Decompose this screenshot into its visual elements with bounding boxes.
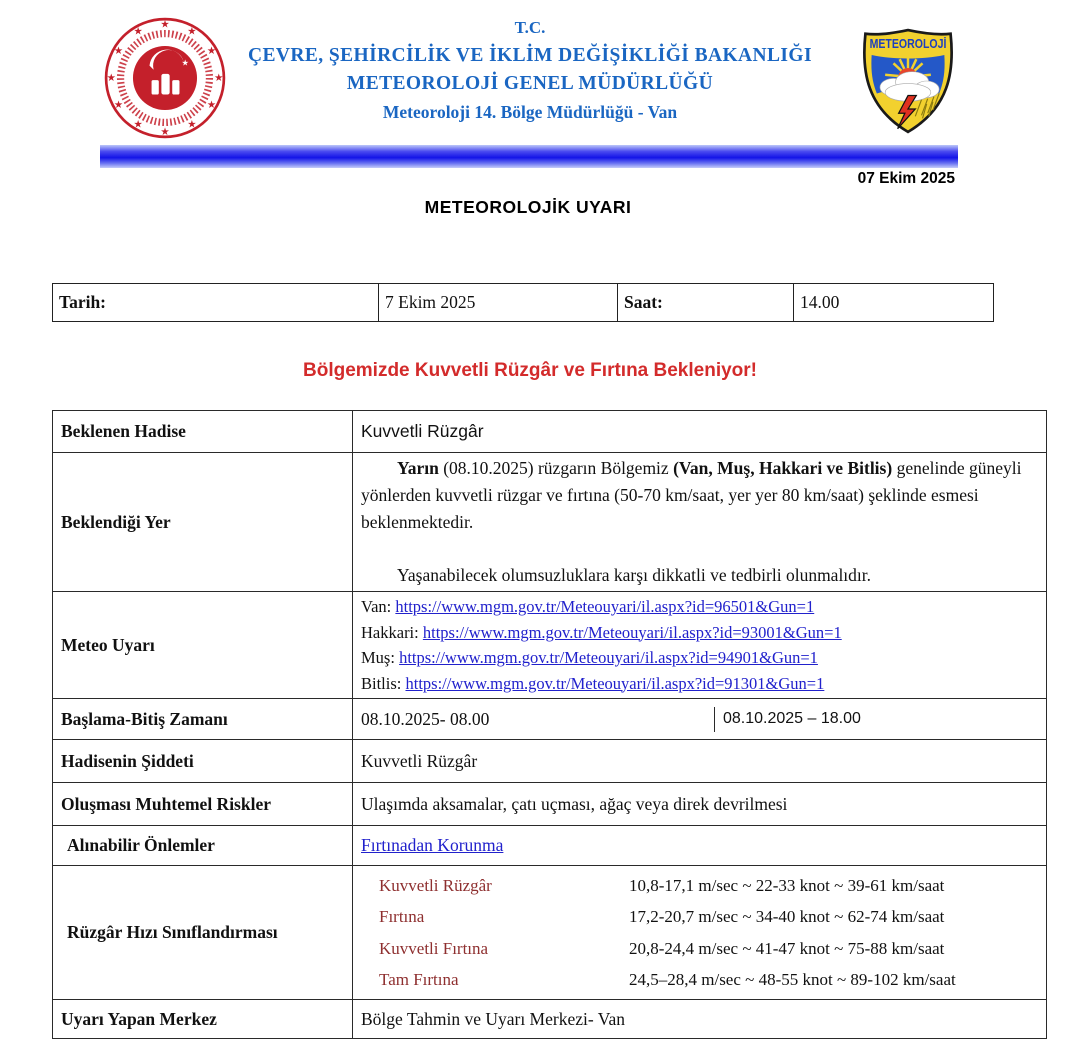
severity-value: Kuvvetli Rüzgâr [353, 740, 1047, 783]
table-row-issuing-center [53, 1000, 1047, 1039]
date-value: 7 Ekim 2025 [379, 284, 618, 322]
wind-class-row [361, 933, 1038, 965]
expected-event-label: Beklenen Hadise [53, 411, 353, 453]
wind-class-name: Fırtına [379, 907, 425, 926]
mus-warning-link[interactable]: https://www.mgm.gov.tr/Meteouyari/il.aspx?id=94901&Gun=1 [399, 648, 818, 667]
table-row-precautions [53, 826, 1047, 866]
wind-class-range: 20,8-24,4 m/sec ~ 41-47 knot ~ 75-88 km/saat [629, 938, 945, 958]
svg-text:★: ★ [206, 45, 217, 58]
table-row-start-end [53, 699, 1047, 740]
location-paragraph [361, 455, 1038, 536]
end-time: 08.10.2025 – 18.00 [714, 707, 1046, 732]
link-prefix: Van: [361, 597, 396, 616]
svg-text:★: ★ [187, 25, 197, 38]
location-text-2: genelinde güneyli yönlerden kuvvetli rüzgar ve fırtına (50-70 km/saat, yer yer 80 km/saat) şeklinde esmesi beklenmektedir. [361, 458, 1022, 532]
meteorology-shield-icon [856, 27, 960, 135]
document-title: METEOROLOJİK UYARI [424, 197, 632, 217]
table-row-meteo-warning [53, 592, 1047, 699]
meteo-warning-label: Meteo Uyarı [53, 592, 353, 699]
caution-paragraph: Yaşanabilecek olumsuzluklara karşı dikkatli ve tedbirli olunmalıdır. [397, 565, 872, 585]
link-prefix: Hakkari: [361, 622, 423, 642]
risks-value: Ulaşımda aksamalar, çatı uçması, ağaç veya direk devrilmesi [353, 783, 1047, 826]
svg-text:★: ★ [214, 72, 224, 85]
wind-class-name: Tam Fırtına [379, 970, 459, 989]
table-row-expected-location [53, 453, 1047, 592]
start-end-label: Başlama-Bitiş Zamanı [53, 699, 353, 740]
link-line-van [361, 594, 1038, 620]
link-prefix: Muş: [361, 648, 400, 667]
link-prefix: Bitlis: [361, 673, 406, 693]
svg-text:★: ★ [206, 98, 217, 111]
header-tc: T.C. [514, 18, 546, 37]
precautions-label: Alınabilir Önlemler [53, 826, 353, 866]
wind-class-range: 10,8-17,1 m/sec ~ 22-33 knot ~ 39-61 km/saat [629, 875, 945, 895]
expected-location-label: Beklendiği Yer [53, 453, 353, 592]
bitlis-warning-link[interactable]: https://www.mgm.gov.tr/Meteouyari/il.aspx?id=91301&Gun=1 [405, 673, 825, 693]
svg-text:★: ★ [187, 118, 197, 131]
date-label: Tarih: [53, 284, 379, 322]
issuing-center-label: Uyarı Yapan Merkez [53, 1000, 353, 1039]
table-row-risks [53, 783, 1047, 826]
svg-text:★: ★ [113, 98, 124, 111]
expected-location-value [353, 453, 1047, 592]
time-label: Saat: [618, 284, 794, 322]
header-regional-directorate: Meteoroloji 14. Bölge Müdürlüğü - Van [382, 102, 678, 122]
wind-class-row [361, 964, 1038, 996]
severity-label: Hadisenin Şiddeti [53, 740, 353, 783]
bold-tomorrow: Yarın [397, 458, 439, 478]
wind-classification-value [353, 866, 1047, 1000]
wind-class-range: 17,2-20,7 m/sec ~ 34-40 knot ~ 62-74 km/saat [629, 907, 945, 926]
start-end-value [353, 699, 1047, 740]
van-warning-link[interactable]: https://www.mgm.gov.tr/Meteouyari/il.aspx?id=96501&Gun=1 [395, 597, 815, 616]
header-divider-bar [100, 145, 958, 168]
bold-provinces: (Van, Muş, Hakkari ve Bitlis) [673, 458, 893, 478]
alert-heading: Bölgemizde Kuvvetli Rüzgâr ve Fırtına Bekleniyor! [303, 360, 757, 381]
date-time-table [52, 283, 994, 322]
svg-text:★: ★ [181, 57, 189, 68]
storm-protection-link[interactable]: Fırtınadan Korunma [361, 835, 504, 855]
svg-text:★: ★ [133, 118, 143, 131]
hakkari-warning-link[interactable]: https://www.mgm.gov.tr/Meteouyari/il.aspx?id=93001&Gun=1 [422, 622, 842, 642]
shield-logo-text: METEOROLOJİ [869, 35, 947, 51]
svg-text:★: ★ [133, 25, 143, 38]
svg-text:★: ★ [160, 125, 170, 138]
expected-event-value: Kuvvetli Rüzgâr [353, 411, 1047, 453]
start-time: 08.10.2025- 08.00 [361, 708, 490, 729]
wind-classification-label: Rüzgâr Hızı Sınıflandırması [53, 866, 353, 1000]
wind-class-row [361, 870, 1038, 902]
link-line-mus [361, 645, 1038, 671]
link-line-bitlis [361, 671, 1038, 697]
svg-text:★: ★ [113, 45, 124, 58]
location-text-1: (08.10.2025) rüzgarın Bölgemiz [438, 458, 674, 478]
table-row-wind-classification [53, 866, 1047, 1000]
meteo-warning-links [353, 592, 1047, 699]
warning-table [52, 410, 1047, 1039]
document-date: 07 Ekim 2025 [857, 170, 955, 187]
table-row-expected-event [53, 411, 1047, 453]
issuing-center-value: Bölge Tahmin ve Uyarı Merkezi- Van [353, 1000, 1047, 1039]
header-general-directorate: METEOROLOJİ GENEL MÜDÜRLÜĞÜ [346, 73, 714, 94]
time-value: 14.00 [794, 284, 994, 322]
svg-text:★: ★ [106, 72, 116, 85]
wind-class-name: Kuvvetli Rüzgâr [379, 875, 492, 895]
precautions-value [353, 826, 1047, 866]
table-row-severity [53, 740, 1047, 783]
link-line-hakkari [361, 620, 1038, 646]
svg-text:★: ★ [160, 18, 170, 31]
risks-label: Oluşması Muhtemel Riskler [53, 783, 353, 826]
wind-class-name: Kuvvetli Fırtına [379, 938, 489, 958]
header-ministry: ÇEVRE, ŞEHİRCİLİK VE İKLİM DEĞİŞİKLİĞİ BAKANLIĞI [248, 45, 812, 66]
table-row [53, 284, 994, 322]
wind-class-row [361, 901, 1038, 933]
wind-class-range: 24,5–28,4 m/sec ~ 48-55 knot ~ 89-102 km/saat [629, 970, 956, 989]
